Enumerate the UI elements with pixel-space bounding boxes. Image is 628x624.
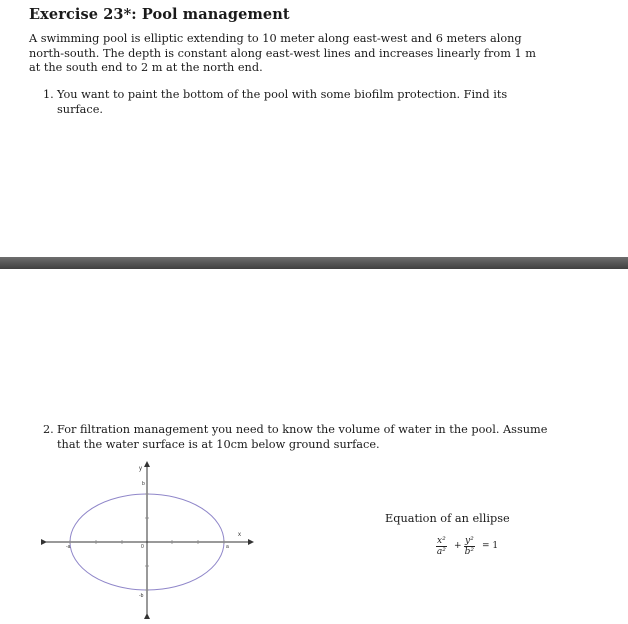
fraction-x bbox=[436, 536, 447, 557]
tick-neg-b: -b bbox=[139, 593, 144, 599]
fraction-y-numerator: y² bbox=[465, 536, 474, 546]
ellipse-diagram bbox=[40, 460, 255, 620]
equals-one: = 1 bbox=[482, 541, 499, 551]
fraction-y bbox=[464, 536, 475, 557]
equation-caption: Equation of an ellipse bbox=[385, 512, 510, 525]
x-axis-label: x bbox=[238, 532, 241, 538]
question-2 bbox=[43, 422, 548, 452]
question-2-text: For filtration management you need to know the volume of water in the pool. Assume that the water surface is at 10cm below ground surface. bbox=[57, 423, 548, 451]
origin-label: 0 bbox=[141, 544, 144, 550]
tick-neg-a: -a bbox=[66, 544, 71, 550]
y-axis-label: y bbox=[139, 466, 142, 472]
question-1-number: 1. bbox=[43, 88, 54, 101]
page-divider bbox=[0, 257, 628, 269]
exercise-title: Exercise 23*: Pool management bbox=[29, 6, 290, 23]
exercise-intro: A swimming pool is elliptic extending to 10 meter along east-west and 6 meters along north-south. The depth is constant along east-west lines and increases linearly from 1 m at the south end to 2 m at the north end. bbox=[29, 32, 537, 74]
question-2-number: 2. bbox=[43, 423, 54, 436]
fraction-y-denominator: b² bbox=[464, 547, 475, 557]
tick-a: a bbox=[226, 544, 229, 550]
tick-b: b bbox=[142, 481, 145, 487]
fraction-x-numerator: x² bbox=[437, 536, 446, 546]
question-1-text: You want to paint the bottom of the pool with some biofilm protection. Find its surface. bbox=[57, 88, 508, 116]
fraction-x-denominator: a² bbox=[436, 547, 446, 557]
question-1 bbox=[43, 87, 543, 117]
ellipse-figure bbox=[40, 460, 255, 620]
plus-sign: + bbox=[454, 541, 462, 551]
